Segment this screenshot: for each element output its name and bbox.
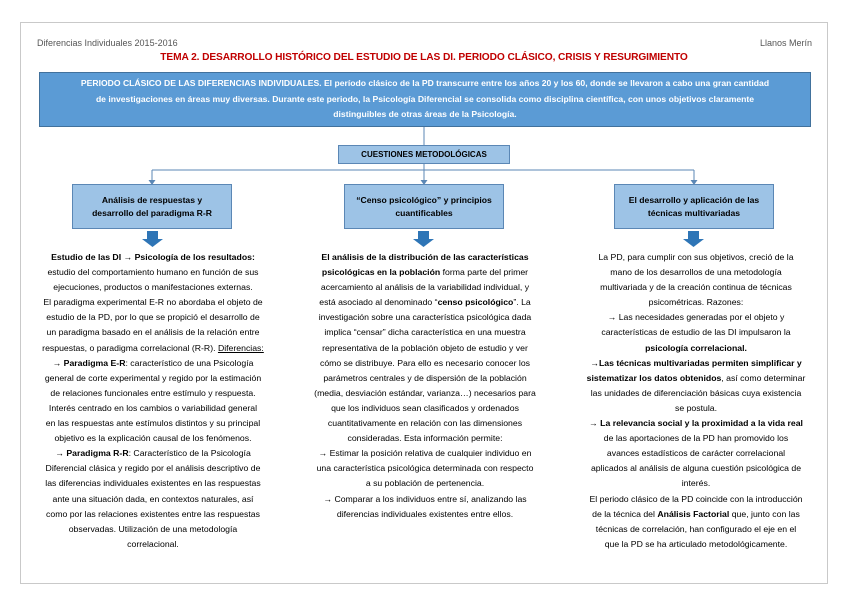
text-line bbox=[567, 522, 825, 537]
text-line bbox=[28, 416, 278, 431]
text-segment: Paradigma R-R bbox=[66, 448, 129, 459]
text-line bbox=[567, 537, 825, 552]
intro-line: de investigaciones en áreas muy diversas. Durante este periodo, la Psicología Diferencial se consolida como disciplina científica, con unos objetivos claramente bbox=[95, 93, 755, 104]
text-segment: → Estimar la posición relativa de cualquier individuo en bbox=[318, 448, 532, 459]
text-segment: que los individuos sean clasificados y ordenados bbox=[331, 402, 519, 413]
text-line bbox=[28, 250, 278, 265]
text-segment: de relaciones funcionales entre estímulo y respuesta. bbox=[50, 387, 256, 398]
text-line bbox=[300, 265, 550, 280]
text-segment: forma parte del primer bbox=[440, 267, 529, 278]
text-segment: →Las técnicas multivariadas permiten simplificar y bbox=[590, 357, 802, 368]
text-segment: estudio del comportamiento humano en función de sus bbox=[47, 267, 259, 278]
text-line bbox=[567, 461, 825, 476]
page-title: TEMA 2. DESARROLLO HISTÓRICO DEL ESTUDIO DE LAS DI. PERIODO CLÁSICO, CRISIS Y RESURGIMIENTO bbox=[160, 52, 688, 63]
text-line bbox=[28, 341, 278, 356]
text-segment: interés. bbox=[681, 478, 711, 489]
text-segment: El periodo clásico de la PD coincide con la introducción bbox=[589, 493, 803, 504]
text-segment: → Comparar a los individuos entre sí, analizando las bbox=[323, 493, 527, 504]
text-line bbox=[300, 476, 550, 491]
text-line bbox=[300, 492, 550, 507]
text-segment: implica “censar” dicha característica en una muestra bbox=[324, 327, 526, 338]
column-heading-2 bbox=[344, 184, 504, 229]
text-line bbox=[567, 265, 825, 280]
text-line bbox=[28, 401, 278, 416]
text-segment: correlacional. bbox=[127, 538, 179, 549]
text-line bbox=[28, 431, 278, 446]
text-segment: una característica psicológica determinada con respecto bbox=[316, 463, 534, 474]
text-line bbox=[567, 446, 825, 461]
intro-line: PERIODO CLÁSICO DE LAS DIFERENCIAS INDIVIDUALES. El período clásico de la PD transcurre entre los años 20 y los 60, donde se llevaron a cabo una gran cantidad bbox=[80, 78, 770, 88]
text-line bbox=[28, 522, 278, 537]
text-segment: a su población de pertenencia. bbox=[365, 478, 485, 489]
text-line bbox=[28, 295, 278, 310]
text-line bbox=[300, 446, 550, 461]
text-line bbox=[567, 416, 825, 431]
text-segment: técnicas de correlación, han configurado el eje en el bbox=[595, 523, 797, 534]
text-line bbox=[567, 325, 825, 340]
text-segment: Interés centrado en los cambios o variabilidad general bbox=[48, 402, 258, 413]
text-segment: psicológicas en la población bbox=[321, 267, 441, 278]
text-line bbox=[567, 401, 825, 416]
text-line bbox=[567, 280, 825, 295]
text-line bbox=[300, 280, 550, 295]
text-segment: → bbox=[52, 357, 64, 368]
text-segment: respuestas, o paradigma correlacional (R-R). bbox=[42, 342, 218, 353]
text-line bbox=[28, 386, 278, 401]
text-line bbox=[567, 431, 825, 446]
text-line bbox=[567, 476, 825, 491]
text-line bbox=[300, 341, 550, 356]
down-arrow-icon bbox=[413, 231, 434, 247]
heading-line: cuantificables bbox=[395, 207, 453, 218]
text-segment: ”. La bbox=[513, 297, 531, 308]
text-segment: de las aportaciones de la PD han promovido los bbox=[603, 433, 789, 444]
heading-line: Análisis de respuestas y bbox=[101, 194, 203, 205]
text-segment: El paradigma experimental E-R no abordaba el objeto de bbox=[43, 297, 263, 308]
text-segment: ejecuciones, productos o manifestaciones externas. bbox=[53, 282, 253, 293]
text-line bbox=[567, 341, 825, 356]
text-line bbox=[28, 310, 278, 325]
text-segment: de la técnica del bbox=[592, 508, 658, 519]
text-line bbox=[300, 295, 550, 310]
text-segment: : Característico de la Psicología bbox=[128, 448, 251, 459]
text-segment: avances estadísticos de carácter correlacional bbox=[606, 448, 786, 459]
text-segment: Paradigma E-R bbox=[63, 357, 126, 368]
text-segment: → bbox=[55, 448, 67, 459]
text-segment: → bbox=[589, 418, 601, 429]
text-segment: mano de los desarrollos de una metodología bbox=[610, 267, 782, 278]
text-segment: aplicados al análisis de alguna cuestión psicológica de bbox=[590, 463, 802, 474]
text-segment: objetivo es la explicación causal de los fenómenos. bbox=[54, 433, 252, 444]
text-line bbox=[300, 431, 550, 446]
column-text-responses bbox=[28, 250, 278, 552]
text-line bbox=[28, 265, 278, 280]
text-segment: características de estudio de las DI impulsaron la bbox=[601, 327, 791, 338]
text-segment: que la PD se ha articulado metodológicamente. bbox=[604, 538, 788, 549]
text-segment: ante una situación dada, en contextos naturales, así bbox=[52, 493, 254, 504]
text-line bbox=[300, 416, 550, 431]
text-line bbox=[28, 537, 278, 552]
author-header: Llanos Merín bbox=[759, 38, 812, 48]
text-segment: El análisis de la distribución de las características bbox=[321, 252, 529, 262]
text-line bbox=[28, 371, 278, 386]
text-segment: La PD, para cumplir con sus objetivos, creció de la bbox=[598, 252, 794, 262]
text-segment: sistematizar los datos obtenidos bbox=[586, 372, 722, 383]
column-text-multivariate bbox=[567, 250, 825, 552]
text-line bbox=[28, 446, 278, 461]
text-segment: las diferencias individuales existentes en las respuestas bbox=[45, 478, 261, 489]
text-line bbox=[28, 461, 278, 476]
text-segment: psicométricas. Razones: bbox=[648, 297, 744, 308]
intro-line: distinguibles de otras áreas de la Psicología. bbox=[333, 109, 517, 119]
text-line bbox=[567, 295, 825, 310]
text-line bbox=[28, 356, 278, 371]
text-line bbox=[300, 386, 550, 401]
text-segment: cuantitativamente en relación con las dimensiones bbox=[327, 418, 523, 429]
text-segment: Análisis Factorial bbox=[657, 508, 730, 519]
column-heading-1 bbox=[72, 184, 232, 229]
down-arrow-icon bbox=[142, 231, 163, 247]
text-line bbox=[300, 325, 550, 340]
text-segment: cómo se distribuye. Para ello es necesario conocer los bbox=[319, 357, 531, 368]
text-segment: Estudio de las DI → Psicología de los resultados: bbox=[51, 252, 255, 262]
text-segment: psicología correlacional. bbox=[645, 342, 747, 353]
heading-line: desarrollo del paradigma R-R bbox=[92, 207, 212, 218]
text-segment: La relevancia social y la proximidad a la vida real bbox=[600, 418, 803, 429]
text-segment: diferencias individuales existentes entre ellos. bbox=[336, 508, 514, 519]
course-header: Diferencias Individuales 2015-2016 bbox=[37, 38, 178, 48]
text-segment: como por las relaciones existentes entre las respuestas bbox=[46, 508, 260, 519]
text-line bbox=[28, 325, 278, 340]
heading-line: El desarrollo y aplicación de las bbox=[628, 194, 760, 205]
heading-line: técnicas multivariadas bbox=[647, 207, 741, 218]
text-line bbox=[567, 310, 825, 325]
text-line bbox=[300, 310, 550, 325]
text-segment: multivariada y de la creación continua de técnicas bbox=[600, 282, 792, 293]
text-segment: investigación sobre una característica psicológica dada bbox=[318, 312, 532, 323]
text-line bbox=[28, 507, 278, 522]
text-line bbox=[300, 507, 550, 522]
text-segment: general de corte experimental y regido por la estimación bbox=[44, 372, 262, 383]
text-segment: se postula. bbox=[674, 402, 718, 413]
text-line bbox=[567, 492, 825, 507]
text-line bbox=[300, 401, 550, 416]
heading-line: “Censo psicológico” y principios bbox=[356, 194, 492, 205]
methodological-questions-box: CUESTIONES METODOLÓGICAS bbox=[338, 145, 510, 164]
text-line bbox=[28, 476, 278, 491]
text-segment: (media, desviación estándar, varianza…) necesarios para bbox=[314, 387, 536, 398]
text-segment: : característico de una Psicología bbox=[125, 357, 254, 368]
text-segment: un paradigma basado en el análisis de la relación entre bbox=[46, 327, 260, 338]
text-line bbox=[567, 386, 825, 401]
text-line bbox=[567, 356, 825, 371]
text-line bbox=[28, 280, 278, 295]
text-segment: está asociado al denominado “ bbox=[319, 297, 438, 308]
text-line bbox=[300, 461, 550, 476]
text-segment: que, junto con las bbox=[729, 508, 800, 519]
text-segment: en las respuestas ante estímulos distintos y su principal bbox=[45, 418, 261, 429]
text-segment: observadas. Utilización de una metodología bbox=[68, 523, 238, 534]
text-segment: , así como determinar bbox=[721, 372, 806, 383]
text-segment: Diferencial clásica y regido por el análisis descriptivo de bbox=[45, 463, 261, 474]
text-segment: Diferencias: bbox=[217, 342, 264, 353]
text-line bbox=[300, 250, 550, 265]
text-segment: parámetros centrales y de dispersión de la población bbox=[323, 372, 527, 383]
text-line bbox=[300, 356, 550, 371]
text-segment: → Las necesidades generadas por el objeto y bbox=[607, 312, 785, 323]
down-arrow-icon bbox=[683, 231, 704, 247]
text-segment: las unidades de diferenciación básicas cuya existencia bbox=[590, 387, 802, 398]
text-segment: consideradas. Esta información permite: bbox=[347, 433, 503, 444]
text-segment: censo psicológico bbox=[437, 297, 514, 308]
text-line bbox=[300, 371, 550, 386]
column-text-census bbox=[300, 250, 550, 522]
text-line bbox=[567, 507, 825, 522]
text-segment: acercamiento al análisis de la variabilidad individual, y bbox=[320, 282, 530, 293]
text-line bbox=[28, 492, 278, 507]
column-heading-3 bbox=[614, 184, 774, 229]
text-segment: representativa de la población objeto de estudio y ver bbox=[322, 342, 528, 353]
text-line bbox=[567, 250, 825, 265]
text-segment: estudio de la PD, por lo que se propició el desarrollo de bbox=[46, 312, 260, 323]
text-line bbox=[567, 371, 825, 386]
